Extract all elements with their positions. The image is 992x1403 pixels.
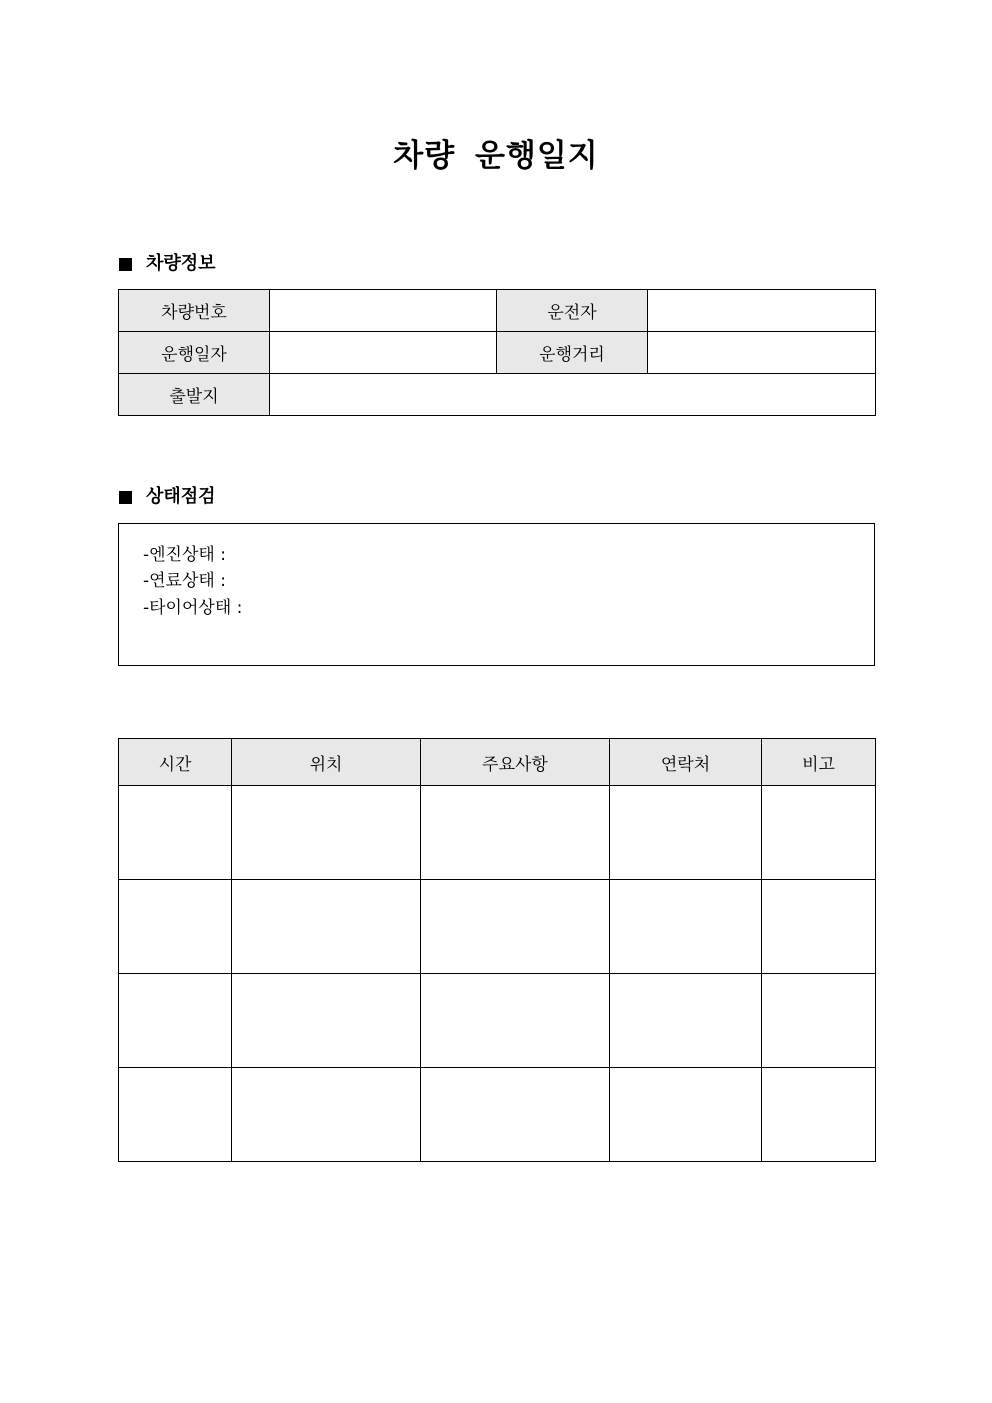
notes-cell[interactable] [421, 880, 610, 974]
tire-status-line: -타이어상태 : [143, 598, 243, 618]
table-row [119, 974, 876, 1068]
table-row [119, 290, 876, 332]
table-row [119, 1068, 876, 1162]
remarks-cell[interactable] [762, 1068, 876, 1162]
table-row [119, 332, 876, 374]
status-check-heading-text: 상태점검 [146, 486, 216, 507]
vehicle-number-field[interactable] [270, 290, 497, 332]
vehicle-number-label: 차량번호 [119, 290, 270, 332]
status-check-box[interactable] [118, 523, 875, 666]
contact-cell[interactable] [610, 974, 762, 1068]
notes-cell[interactable] [421, 1068, 610, 1162]
remarks-cell[interactable] [762, 974, 876, 1068]
distance-label: 운행거리 [497, 332, 648, 374]
location-cell[interactable] [232, 786, 421, 880]
table-header-row [119, 739, 876, 786]
drive-date-field[interactable] [270, 332, 497, 374]
departure-field[interactable] [270, 374, 876, 416]
remarks-cell[interactable] [762, 786, 876, 880]
time-cell[interactable] [119, 880, 232, 974]
location-cell[interactable] [232, 880, 421, 974]
driver-label: 운전자 [497, 290, 648, 332]
contact-cell[interactable] [610, 1068, 762, 1162]
table-row [119, 786, 876, 880]
driver-field[interactable] [648, 290, 876, 332]
notes-cell[interactable] [421, 974, 610, 1068]
time-cell[interactable] [119, 1068, 232, 1162]
square-bullet-icon [119, 491, 132, 504]
notes-cell[interactable] [421, 786, 610, 880]
drive-date-label: 운행일자 [119, 332, 270, 374]
departure-label: 출발지 [119, 374, 270, 416]
status-check-heading [119, 485, 216, 509]
column-header-time: 시간 [119, 739, 232, 786]
column-header-remarks: 비고 [762, 739, 876, 786]
contact-cell[interactable] [610, 786, 762, 880]
document-title: 차량 운행일지 [393, 138, 599, 174]
location-cell[interactable] [232, 1068, 421, 1162]
time-cell[interactable] [119, 786, 232, 880]
engine-status-line: -엔진상태 : [143, 545, 226, 565]
column-header-notes: 주요사항 [421, 739, 610, 786]
column-header-location: 위치 [232, 739, 421, 786]
distance-field[interactable] [648, 332, 876, 374]
remarks-cell[interactable] [762, 880, 876, 974]
square-bullet-icon [119, 258, 132, 271]
table-row [119, 880, 876, 974]
table-row [119, 374, 876, 416]
vehicle-info-table [118, 289, 876, 416]
location-cell[interactable] [232, 974, 421, 1068]
drive-log-table [118, 738, 876, 1162]
fuel-status-line: -연료상태 : [143, 571, 226, 591]
vehicle-info-heading [119, 252, 216, 276]
vehicle-info-heading-text: 차량정보 [146, 253, 216, 274]
contact-cell[interactable] [610, 880, 762, 974]
time-cell[interactable] [119, 974, 232, 1068]
column-header-contact: 연락처 [610, 739, 762, 786]
